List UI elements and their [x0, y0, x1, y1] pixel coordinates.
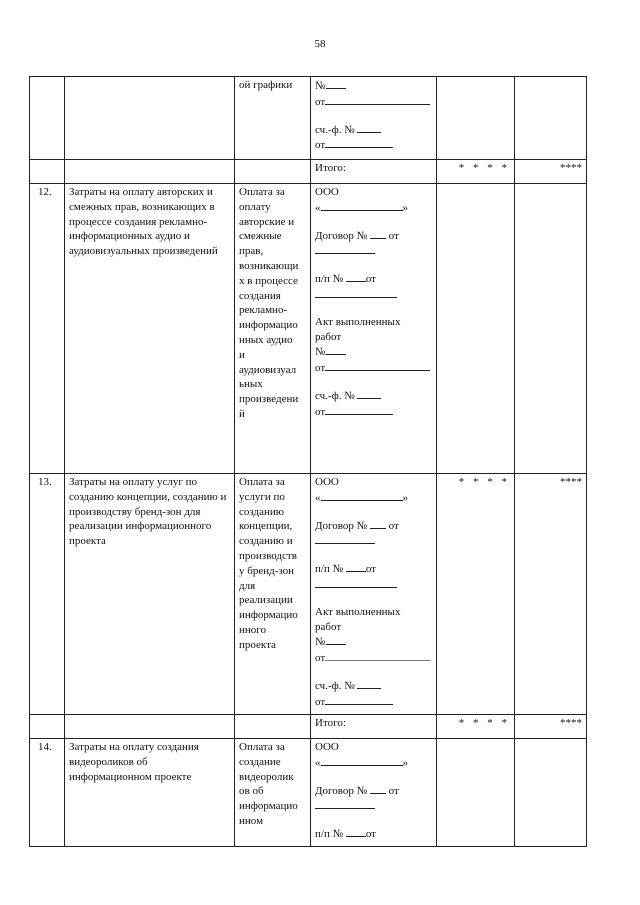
contract-line: Договор № от — [315, 519, 399, 532]
cell-documents — [311, 474, 437, 715]
basis-line: информацио — [239, 609, 298, 622]
contract-date-field — [315, 798, 432, 814]
cell-description — [65, 715, 235, 739]
invoice-date-field: от — [315, 404, 432, 420]
contract-line: Договор № от — [315, 229, 399, 242]
basis-line: возникающи — [239, 259, 299, 272]
doc-line: № — [315, 78, 432, 94]
total-label: Итого: — [311, 715, 437, 739]
payment-order-line: п/п № от — [315, 563, 376, 576]
act-number-field: № — [315, 634, 432, 650]
cell-amount-a — [437, 739, 515, 847]
basis-line: реализации — [239, 594, 293, 607]
total-label: Итого: — [311, 160, 437, 184]
basis-line: информацио — [239, 319, 298, 332]
basis-line: для — [239, 579, 256, 592]
cell-amount-a — [437, 77, 515, 160]
cell-number: 12. — [30, 184, 65, 474]
cell-basis — [235, 160, 311, 184]
cell-amount-b: **** — [515, 474, 587, 715]
cell-amount-b — [515, 739, 587, 847]
doc-line: от — [315, 94, 432, 110]
total-amount-a: * * * * — [437, 160, 515, 184]
invoice-line: сч.-ф. № — [315, 388, 432, 404]
payment-order-line: п/п № от — [315, 828, 376, 841]
total-amount-a: * * * * — [437, 715, 515, 739]
basis-line: созданию — [239, 505, 284, 518]
basis-line: созданию и — [239, 535, 293, 548]
table-row-13 — [30, 474, 587, 715]
basis-line: создания — [239, 289, 281, 302]
cell-amount-b — [515, 184, 587, 474]
act-label-2: работ — [315, 620, 342, 633]
table-row-14 — [30, 739, 587, 847]
invoice-line: сч.-ф. № — [315, 678, 432, 694]
cell-basis — [235, 77, 311, 160]
basis-line: концепции, — [239, 520, 293, 533]
basis-line: рекламно- — [239, 304, 288, 317]
doc-line: от — [315, 137, 432, 153]
cell-number — [30, 77, 65, 160]
cell-basis — [235, 715, 311, 739]
page-number: 58 — [314, 38, 326, 50]
cell-amount-b — [515, 77, 587, 160]
basis-line: видеоролик — [239, 770, 294, 783]
basis-line: у бренд-зон — [239, 564, 295, 577]
basis-text: ой графики — [239, 79, 293, 91]
act-date-field: от — [315, 650, 432, 666]
cell-number: 13. — [30, 474, 65, 715]
table-row-11-continued — [30, 77, 587, 160]
contract-line: Договор № от — [315, 784, 399, 797]
act-label-2: работ — [315, 330, 342, 343]
basis-line: авторские и — [239, 215, 295, 228]
payment-order-date-field — [315, 577, 432, 593]
act-date-field: от — [315, 360, 432, 376]
cell-number — [30, 715, 65, 739]
basis-line: ов об — [239, 785, 264, 798]
act-label: Акт выполненных — [315, 315, 401, 328]
org-label: ООО — [315, 186, 339, 198]
table-row-total — [30, 160, 587, 184]
basis-line: производств — [239, 549, 297, 562]
cell-basis — [235, 184, 311, 474]
doc-line: сч.-ф. № — [315, 122, 432, 138]
cell-amount-a: * * * * — [437, 474, 515, 715]
org-label: ООО — [315, 476, 339, 488]
basis-line: х в процессе — [239, 274, 298, 287]
payment-order-date-field — [315, 287, 432, 303]
cell-basis — [235, 739, 311, 847]
invoice-date-field: от — [315, 694, 432, 710]
contract-date-field — [315, 243, 432, 259]
cell-documents — [311, 739, 437, 847]
cell-number — [30, 160, 65, 184]
basis-line: произведени — [239, 393, 299, 406]
org-name-field: « » — [315, 491, 408, 504]
org-label: ООО — [315, 741, 339, 753]
basis-line: информацио — [239, 800, 298, 813]
org-name-field: « » — [315, 201, 408, 214]
cell-documents — [311, 77, 437, 160]
cell-documents — [311, 184, 437, 474]
basis-line: Оплата за — [239, 186, 285, 198]
cell-description: Затраты на оплату услуг по созданию концепции, созданию и производству бренд-зон для реализации информационного проекта — [65, 474, 235, 715]
cell-amount-a — [437, 184, 515, 474]
total-amount-b: **** — [515, 715, 587, 739]
total-amount-b: **** — [515, 160, 587, 184]
basis-line: нном — [239, 814, 264, 827]
cell-description — [65, 160, 235, 184]
basis-line: создание — [239, 755, 281, 768]
basis-line: нных аудио — [239, 333, 293, 346]
act-label: Акт выполненных — [315, 605, 401, 618]
basis-line: Оплата за — [239, 476, 285, 488]
expenses-table — [29, 76, 587, 847]
org-name-field: « » — [315, 756, 408, 769]
payment-order-line: п/п № от — [315, 273, 376, 286]
cell-description — [65, 77, 235, 160]
basis-line: Оплата за — [239, 741, 285, 753]
table-row-12 — [30, 184, 587, 474]
basis-line: й — [239, 407, 245, 420]
table-row-total — [30, 715, 587, 739]
cell-description: Затраты на оплату авторских и смежных прав, возникающих в процессе создания рекламно-информационных аудио и аудиовизуальных произведений — [65, 184, 235, 474]
contract-date-field — [315, 533, 432, 549]
cell-number: 14. — [30, 739, 65, 847]
basis-line: проекта — [239, 638, 276, 651]
basis-line: нного — [239, 623, 267, 636]
cell-description: Затраты на оплату создания видеороликов об информационном проекте — [65, 739, 235, 847]
basis-line: прав, — [239, 245, 264, 258]
basis-line: и — [239, 348, 245, 361]
basis-line: оплату — [239, 200, 271, 213]
basis-line: аудиовизуал — [239, 363, 297, 376]
basis-line: услуги по — [239, 490, 285, 503]
cell-basis — [235, 474, 311, 715]
basis-line: ьных — [239, 378, 263, 391]
act-number-field: № — [315, 344, 432, 360]
basis-line: смежные — [239, 230, 282, 243]
